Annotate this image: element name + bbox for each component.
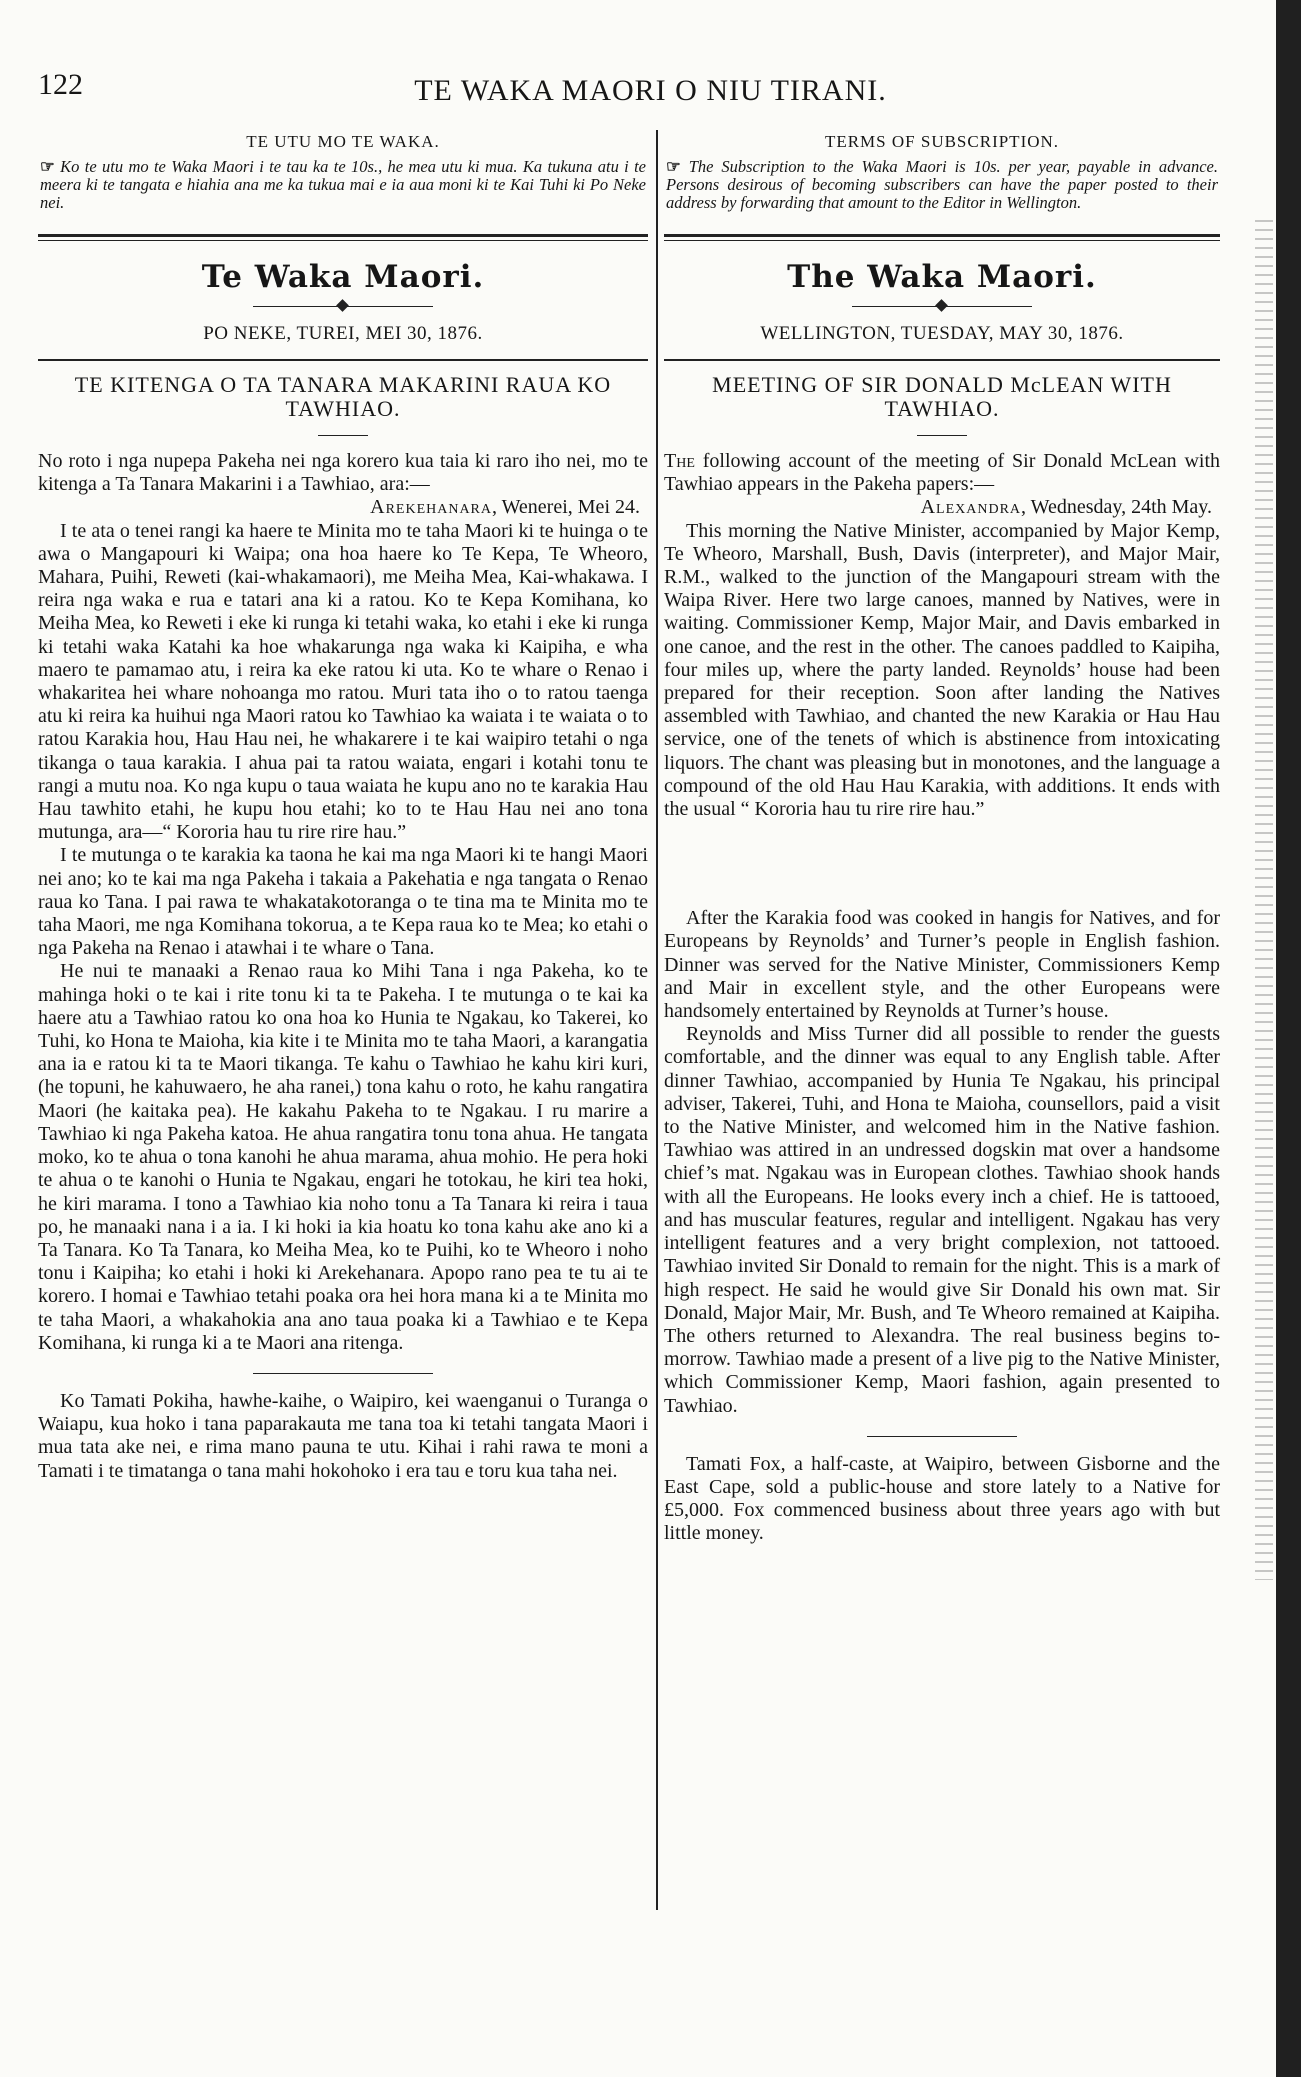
headline-rule: [917, 435, 967, 436]
section-rule: [253, 1373, 433, 1374]
column-divider: [656, 130, 658, 1910]
double-rule: [38, 234, 648, 241]
subscription-text: [666, 158, 1218, 212]
article-headline: TE KITENGA O TA TANARA MAKARINI RAUA KO TAWHIAO.: [74, 372, 612, 421]
place-date: , Wenerei, Mei 24.: [492, 496, 640, 519]
right-column: [664, 120, 1220, 2077]
subscription-body: The Subscription to the Waka Maori is 10s. per year, payable in advance. Persons desirous of becoming subscribers can have the paper posted to their address by forwarding that amount to the Editor in Wellington.: [666, 157, 1218, 212]
column-gap: [664, 821, 1220, 907]
place-date: , Wednesday, 24th May.: [1021, 496, 1212, 519]
masthead: TE WAKA MAORI O NIU TIRANI.: [414, 74, 887, 107]
news-paragraph: Tamati Fox, a half-caste, at Waipiro, between Gisborne and the East Cape, sold a public-house and store lately to a Native for £5,000. Fox commenced business about three years ago with but little money.: [664, 1452, 1220, 1545]
subscription-text: [40, 158, 646, 212]
article-intro: No roto i nga nupepa Pakeha nei nga korero kua taia ki raro iho nei, mo te kitenga a Ta Tanara Makarini i a Tawhiao, ara:—: [38, 450, 648, 496]
article-paragraph: He nui te manaaki a Renao raua ko Mihi Tana i nga Pakeha, ko te mahinga hoki o te kai i rite tonu ki ta te Pakeha. I te mutunga o te kai ka haere atu a Tawhiao ratou ko ona hoa ko Hunia te Ngakau, ko Takerei, ko Tuhi, ko Hona te Maioha, kia kite i te Minita mo te taha Maori, a karangatia ana ia e ratou ki ta te Maori tikanga. Te kahu o Tawhiao he kahu kiri kuri, (he topuni, he kahuwaero, he aha ranei,) tona kahu o roto, he kahu rangatira Maori (he kaitaka pea). He kakahu Pakeha to te Ngakau. I ru marire a Tawhiao ki nga Pakeha katoa. He ahua rangatira tonu tona ahua. He tangata moko, ko te ahua o tona kanohi he ahua marama, ahua mohio. He pera hoki te ahua o te kanohi o Hunia te Ngakau, engari he totokau, he kiri tea hoki, he kiri marama. I tono a Tawhiao kia noho tonu a Ta Tanara ki reira i taua po, he manaaki nana i a ia. I ki hoki ia kia hoatu ko tona kahu ake ano ki a Ta Tanara. Ko Ta Tanara, ko Meiha Mea, ko te Puihi, ko te Wheoro i noho tonu i Kaipiha; ko etahi i hoki ki Arekehanara. Apopo rano pea te tu ai te korero. I homai e Tawhiao tetahi poaka ora hei hora mana ki a te Minita mo te taha Maori, a whakahokia ana ano taua poaka ki a Tawhiao e te Kepa Komihana, ki runga ki a te Maori ana ritenga.: [38, 960, 648, 1354]
left-column: [38, 120, 648, 2077]
subscription-heading: TERMS OF SUBSCRIPTION.: [824, 132, 1060, 151]
paper-title: The Waka Maori.: [787, 259, 1097, 295]
article-paragraph: I te ata o tenei rangi ka haere te Minita mo te taha Maori ki te huinga o te awa o Mangapouri ki Waipa; ona hoa haere ko Te Kepa, Te Wheoro, Mahara, Puihi, Reweti (kai-whakamaori), me Meiha Mea, Kai-whakawa. I reira nga waka e rua e tatari ana ki a ratou. Ko te Kepa Komihana, ko Meiha Mea, ko Reweti i eke ki runga ki tetahi waka, ko etahi i eke ki runga ki tetahi waka Katahi ka hoe whakarunga nga waka ki Kaipiha, e wha maero te pamamao atu, i reira ka eke ratou ki uta. Ko te whare o Renao i whakaritea hei whare nohoanga mo ratou. Muri tata iho o to ratou taenga atu ki reira ka huihui nga Maori ratou ko Tawhiao ka waiata i te waiata o to ratou Karakia hou, Hau Hau nei, he whakarere i te kai waipiro tetahi o nga tikanga o taua karakia. I ahua pai ta ratou waiata, engari i kotahi tonu te rangi a mutu noa. Ko nga kupu o taua waiata he kupu ano no te karakia Hau Hau tawhito etahi, he kupu hou etahi; ko to te Hau Hau nei ano tona mutunga, ara—“ Kororia hau tu rire rire hau.”: [38, 519, 648, 844]
intro-lead: The: [664, 450, 695, 472]
dateline-place: [38, 496, 648, 519]
pointing-hand-icon: ☞: [666, 157, 681, 176]
diamond-icon: [935, 299, 948, 312]
article-body: [38, 450, 648, 1355]
article-paragraph: Reynolds and Miss Turner did all possible to render the guests comfortable, and the dinner was equal to any English table. After dinner Tawhiao, accompanied by Hunia Te Ngakau, his principal adviser, Takerei, Tuhi, and Hona te Maioha, counsellors, paid a visit to the Native Minister, and welcomed him in the Native fashion. Tawhiao was attired in an undressed dogskin mat over a handsome chief’s mat. Ngakau was in European clothes. Tawhiao shook hands with all the Europeans. He looks every inch a chief. He is tattooed, and has muscular features, regular and intelligent. Ngakau has very intelligent features and a very bright complexion, not tattooed. Tawhiao invited Sir Donald to remain for the night. This is a mark of high respect. He said he would give Sir Donald his own mat. Sir Donald, Major Mair, Mr. Bush, and Te Wheoro remained at Kaipiha. The others returned to Alexandra. The real business begins to-morrow. Tawhiao made a present of a live pig to the Native Minister, which Commissioner Kemp, Maori fashion, again presented to Tawhiao.: [664, 1023, 1220, 1417]
headline-rule: [318, 435, 368, 436]
ornament-rule: [253, 299, 433, 313]
article-paragraph: I te mutunga o te karakia ka taona he kai ma nga Maori ki te hangi Maori nei ano; ko te kai ma nga Pakeha i takaia a Pakehatia e nga tangata o Renao raua ko Tana. I pai rawa te whakatakotoranga o te tina ma te Minita mo te taha Maori, me nga Komihana tokorua, a te Kepa raua ko te Mea; ko etahi o nga Pakeha na Renao i atawhai i te whare o Tana.: [38, 844, 648, 960]
intro-text: following account of the meeting of Sir Donald McLean with Tawhiao appears in the Pakeha papers:—: [664, 450, 1220, 496]
dateline-place: [664, 496, 1220, 519]
place-name: Arekehanara: [370, 496, 493, 519]
scan-edge: [1276, 0, 1301, 2077]
news-item: [664, 1453, 1220, 1546]
news-paragraph: Ko Tamati Pokiha, hawhe-kaihe, o Waipiro, kei waenganui o Turanga o Waiapu, kua hoko i tana paparakauta me tana toa ki tetahi tangata Maori i mua tata ake nei, e rima mano pauna te utu. Kihai i rahi rawa te moni a Tamati i te timatanga o tana mahi hokohoko i era tau e toru kua taha nei.: [38, 1389, 648, 1482]
pointing-hand-icon: ☞: [40, 157, 55, 176]
section-rule: [867, 1436, 1017, 1437]
article-body: [664, 450, 1220, 1418]
dateline: WELLINGTON, TUESDAY, MAY 30, 1876.: [760, 323, 1124, 344]
diamond-icon: [336, 299, 349, 312]
page-number: 122: [38, 68, 83, 101]
article-headline: MEETING OF SIR DONALD McLEAN WITH TAWHIAO.: [712, 372, 1172, 421]
article-paragraph: After the Karakia food was cooked in hangis for Natives, and for Europeans by Reynolds’ and Turner’s people in English fashion. Dinner was served for the Native Minister, Commissioners Kemp and Mair in excellent style, and the other Europeans were handsomely entertained by Reynolds at Turner’s house.: [664, 907, 1220, 1023]
dateline-rule: [664, 359, 1220, 361]
news-item: [38, 1390, 648, 1483]
scan-margin-noise: [1255, 220, 1273, 1580]
dateline: PO NEKE, TUREI, MEI 30, 1876.: [203, 323, 483, 344]
double-rule: [664, 234, 1220, 241]
paper-title: Te Waka Maori.: [201, 259, 485, 295]
article-paragraph: This morning the Native Minister, accompanied by Major Kemp, Te Wheoro, Marshall, Bush, Davis (interpreter), and Major Mair, R.M., walked to the junction of the Mangapouri stream with the Waipa River. Here two large canoes, manned by Natives, were in waiting. Commissioner Kemp, Major Mair, and Davis embarked in one canoe, and the rest in the other. The canoes paddled to Kaipiha, four miles up, where the party landed. Reynolds’ house had been prepared for their reception. Soon after landing the Natives assembled with Tawhiao, and chanted the new Karakia or Hau Hau service, one of the tenets of which is abstinence from intoxicating liquors. The chant was pleasing but in monotones, and the language a compound of the old Hau Hau Karakia, with additions. It ends with the usual “ Kororia hau tu rire rire hau.”: [664, 519, 1220, 821]
subscription-body: Ko te utu mo te Waka Maori i te tau ka te 10s., he mea utu ki mua. Ka tukuna atu i te meera ki te tangata e hiahia ana me ka tukua mai e ia aua moni ki te Kai Tuhi ki Po Neke nei.: [40, 157, 647, 212]
subscription-heading: TE UTU MO TE WAKA.: [246, 132, 440, 151]
dateline-rule: [38, 359, 648, 361]
article-intro: [664, 450, 1220, 496]
place-name: Alexandra: [920, 496, 1022, 519]
ornament-rule: [852, 299, 1032, 313]
